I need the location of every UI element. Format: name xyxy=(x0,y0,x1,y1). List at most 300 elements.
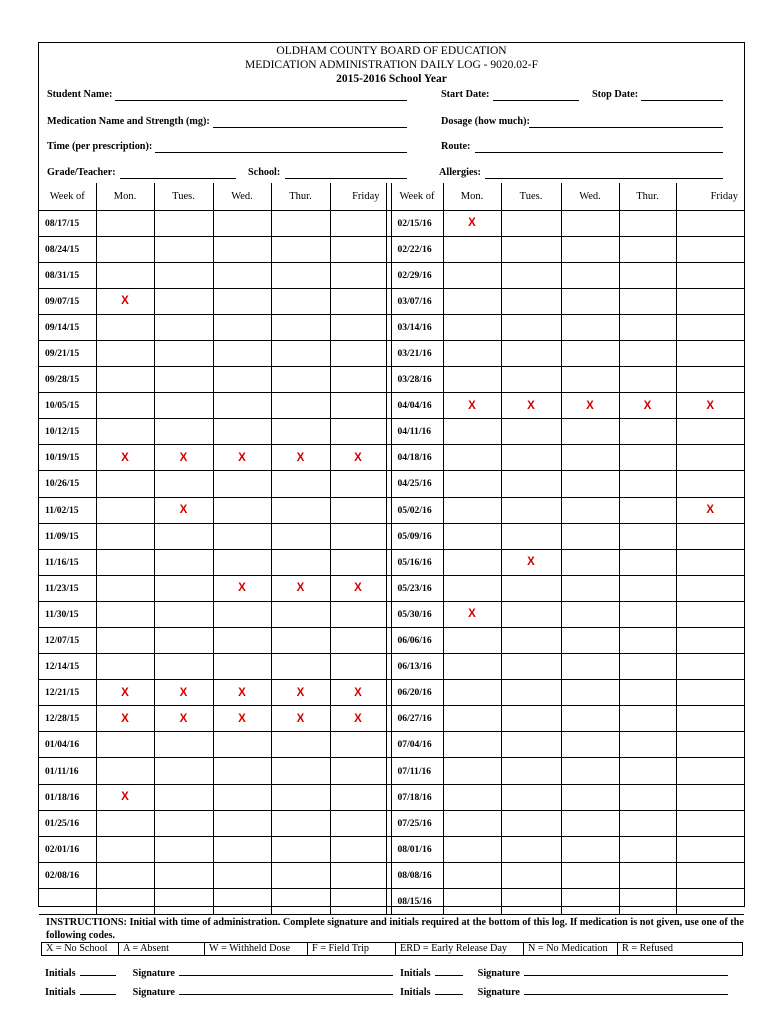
right-day-cell[interactable] xyxy=(676,888,744,914)
left-day-cell[interactable] xyxy=(271,706,330,732)
left-day-cell[interactable] xyxy=(271,236,330,262)
left-day-cell[interactable] xyxy=(330,680,386,706)
right-day-cell[interactable] xyxy=(443,523,501,549)
right-day-cell[interactable] xyxy=(676,575,744,601)
right-day-cell[interactable] xyxy=(501,654,561,680)
right-day-cell[interactable] xyxy=(501,862,561,888)
left-day-cell[interactable] xyxy=(154,393,213,419)
right-day-cell[interactable] xyxy=(443,288,501,314)
left-day-cell[interactable] xyxy=(96,784,154,810)
left-day-cell[interactable] xyxy=(213,262,271,288)
left-day-cell[interactable] xyxy=(271,393,330,419)
left-day-cell[interactable] xyxy=(213,340,271,366)
right-day-cell[interactable] xyxy=(443,654,501,680)
right-day-cell[interactable] xyxy=(501,445,561,471)
left-day-cell[interactable] xyxy=(271,471,330,497)
left-day-cell[interactable] xyxy=(330,523,386,549)
right-day-cell[interactable] xyxy=(501,706,561,732)
left-day-cell[interactable] xyxy=(154,262,213,288)
left-day-cell[interactable] xyxy=(271,549,330,575)
left-day-cell[interactable] xyxy=(154,654,213,680)
right-day-cell[interactable] xyxy=(619,888,676,914)
left-day-cell[interactable] xyxy=(213,888,271,914)
initials-line[interactable] xyxy=(435,975,463,976)
left-day-cell[interactable] xyxy=(271,836,330,862)
left-day-cell[interactable] xyxy=(330,654,386,680)
left-day-cell[interactable] xyxy=(154,549,213,575)
left-day-cell[interactable] xyxy=(96,262,154,288)
left-day-cell[interactable] xyxy=(271,367,330,393)
left-day-cell[interactable] xyxy=(154,680,213,706)
left-day-cell[interactable] xyxy=(330,314,386,340)
right-day-cell[interactable] xyxy=(676,680,744,706)
left-day-cell[interactable] xyxy=(271,497,330,523)
signature-line[interactable] xyxy=(524,994,728,995)
right-day-cell[interactable] xyxy=(676,262,744,288)
right-day-cell[interactable] xyxy=(561,471,619,497)
left-day-cell[interactable] xyxy=(154,706,213,732)
right-day-cell[interactable] xyxy=(501,601,561,627)
right-day-cell[interactable] xyxy=(443,340,501,366)
right-day-cell[interactable] xyxy=(561,654,619,680)
student-name-line[interactable] xyxy=(115,100,407,101)
right-day-cell[interactable] xyxy=(443,862,501,888)
left-day-cell[interactable] xyxy=(213,549,271,575)
right-day-cell[interactable] xyxy=(501,888,561,914)
left-day-cell[interactable] xyxy=(154,288,213,314)
left-day-cell[interactable] xyxy=(213,628,271,654)
no-school-mark: X xyxy=(179,686,188,699)
left-day-cell[interactable] xyxy=(154,628,213,654)
right-day-cell[interactable] xyxy=(676,471,744,497)
left-day-cell[interactable] xyxy=(330,419,386,445)
left-day-cell[interactable] xyxy=(271,758,330,784)
right-day-cell[interactable] xyxy=(676,732,744,758)
initials-line[interactable] xyxy=(80,975,116,976)
right-week-cell: 05/30/16 xyxy=(391,601,443,627)
right-day-cell[interactable] xyxy=(561,236,619,262)
right-day-cell[interactable] xyxy=(501,288,561,314)
left-day-cell[interactable] xyxy=(96,680,154,706)
left-day-cell[interactable] xyxy=(154,758,213,784)
right-day-cell[interactable] xyxy=(443,367,501,393)
right-day-cell[interactable] xyxy=(501,471,561,497)
school-line[interactable] xyxy=(285,178,407,179)
left-day-cell[interactable] xyxy=(96,445,154,471)
left-day-cell[interactable] xyxy=(330,706,386,732)
left-day-cell[interactable] xyxy=(330,575,386,601)
left-day-cell[interactable] xyxy=(154,497,213,523)
right-day-cell[interactable] xyxy=(619,340,676,366)
right-day-cell[interactable] xyxy=(561,549,619,575)
signature-line[interactable] xyxy=(179,975,393,976)
left-day-cell[interactable] xyxy=(213,862,271,888)
medication-line[interactable] xyxy=(213,127,407,128)
right-day-cell[interactable] xyxy=(561,758,619,784)
left-day-cell[interactable] xyxy=(213,393,271,419)
right-day-cell[interactable] xyxy=(501,836,561,862)
left-day-cell[interactable] xyxy=(213,758,271,784)
right-day-cell[interactable] xyxy=(619,732,676,758)
left-day-cell[interactable] xyxy=(154,888,213,914)
left-day-cell[interactable] xyxy=(96,210,154,236)
right-day-cell[interactable] xyxy=(561,836,619,862)
right-day-cell[interactable] xyxy=(676,210,744,236)
start-date-line[interactable] xyxy=(493,100,579,101)
right-day-cell[interactable] xyxy=(501,262,561,288)
right-day-cell[interactable] xyxy=(443,732,501,758)
right-day-cell[interactable] xyxy=(676,288,744,314)
left-day-cell[interactable] xyxy=(330,288,386,314)
left-day-cell[interactable] xyxy=(96,628,154,654)
left-day-cell[interactable] xyxy=(330,549,386,575)
left-day-cell[interactable] xyxy=(96,393,154,419)
right-day-cell[interactable] xyxy=(561,888,619,914)
left-day-cell[interactable] xyxy=(330,836,386,862)
right-day-cell[interactable] xyxy=(619,810,676,836)
right-day-cell[interactable] xyxy=(561,862,619,888)
right-day-cell[interactable] xyxy=(443,314,501,340)
left-day-cell[interactable] xyxy=(330,210,386,236)
left-day-cell[interactable] xyxy=(96,236,154,262)
left-day-cell[interactable] xyxy=(154,314,213,340)
right-day-header: Mon. xyxy=(443,183,501,210)
right-day-cell[interactable] xyxy=(443,810,501,836)
right-day-cell[interactable] xyxy=(501,628,561,654)
right-day-cell[interactable] xyxy=(619,288,676,314)
left-day-cell[interactable] xyxy=(271,419,330,445)
right-day-cell[interactable] xyxy=(561,601,619,627)
left-day-cell[interactable] xyxy=(330,262,386,288)
right-day-cell[interactable] xyxy=(676,706,744,732)
left-day-cell[interactable] xyxy=(96,836,154,862)
left-day-cell[interactable] xyxy=(271,575,330,601)
left-day-cell[interactable] xyxy=(213,654,271,680)
right-day-cell[interactable] xyxy=(561,497,619,523)
grade-teacher-line[interactable] xyxy=(120,178,236,179)
left-day-cell[interactable] xyxy=(271,628,330,654)
left-day-cell[interactable] xyxy=(154,810,213,836)
table-row xyxy=(39,836,744,862)
left-day-cell[interactable] xyxy=(271,523,330,549)
right-day-cell[interactable] xyxy=(619,445,676,471)
right-day-cell[interactable] xyxy=(676,628,744,654)
right-day-cell[interactable] xyxy=(676,340,744,366)
no-school-mark: X xyxy=(238,582,246,595)
right-day-cell[interactable] xyxy=(676,549,744,575)
left-day-cell[interactable] xyxy=(96,575,154,601)
left-day-cell[interactable] xyxy=(330,784,386,810)
signature-label: Signature xyxy=(477,987,520,998)
left-day-cell[interactable] xyxy=(96,549,154,575)
left-day-cell[interactable] xyxy=(213,419,271,445)
right-day-cell[interactable] xyxy=(501,523,561,549)
right-day-cell[interactable] xyxy=(443,888,501,914)
left-day-cell[interactable] xyxy=(154,836,213,862)
right-day-cell[interactable] xyxy=(676,758,744,784)
right-day-cell[interactable] xyxy=(561,445,619,471)
right-day-cell[interactable] xyxy=(619,680,676,706)
left-day-cell[interactable] xyxy=(96,810,154,836)
left-day-cell[interactable] xyxy=(330,236,386,262)
left-day-cell[interactable] xyxy=(96,367,154,393)
left-day-cell[interactable] xyxy=(154,419,213,445)
route-line[interactable] xyxy=(475,152,723,153)
left-day-cell[interactable] xyxy=(154,523,213,549)
right-day-cell[interactable] xyxy=(443,262,501,288)
left-day-cell[interactable] xyxy=(330,888,386,914)
right-day-cell[interactable] xyxy=(676,523,744,549)
right-day-cell[interactable] xyxy=(443,393,501,419)
right-day-cell[interactable] xyxy=(676,654,744,680)
left-day-cell[interactable] xyxy=(154,340,213,366)
right-day-cell[interactable] xyxy=(619,210,676,236)
left-day-cell[interactable] xyxy=(213,497,271,523)
left-day-cell[interactable] xyxy=(154,445,213,471)
right-day-cell[interactable] xyxy=(443,706,501,732)
left-day-cell[interactable] xyxy=(330,601,386,627)
right-day-cell[interactable] xyxy=(501,810,561,836)
right-day-cell[interactable] xyxy=(561,262,619,288)
no-school-mark: X xyxy=(706,399,715,412)
right-day-cell[interactable] xyxy=(619,758,676,784)
left-day-cell[interactable] xyxy=(96,654,154,680)
left-day-cell[interactable] xyxy=(330,862,386,888)
right-day-cell[interactable] xyxy=(619,549,676,575)
right-day-cell[interactable] xyxy=(676,314,744,340)
left-day-cell[interactable] xyxy=(213,288,271,314)
left-day-cell[interactable] xyxy=(271,732,330,758)
right-day-cell[interactable] xyxy=(619,706,676,732)
right-day-cell[interactable] xyxy=(676,419,744,445)
right-day-cell[interactable] xyxy=(443,628,501,654)
left-day-cell[interactable] xyxy=(330,393,386,419)
right-day-cell[interactable] xyxy=(561,288,619,314)
right-day-cell[interactable] xyxy=(443,210,501,236)
right-day-cell[interactable] xyxy=(443,471,501,497)
right-day-cell[interactable] xyxy=(501,497,561,523)
right-day-cell[interactable] xyxy=(619,575,676,601)
dosage-label: Dosage (how much): xyxy=(441,116,530,127)
left-day-cell[interactable] xyxy=(213,810,271,836)
left-day-cell[interactable] xyxy=(330,628,386,654)
right-day-cell[interactable] xyxy=(619,628,676,654)
left-day-cell[interactable] xyxy=(213,523,271,549)
allergies-line[interactable] xyxy=(485,178,723,179)
right-day-cell[interactable] xyxy=(676,445,744,471)
left-day-cell[interactable] xyxy=(154,575,213,601)
left-day-cell[interactable] xyxy=(213,680,271,706)
left-day-cell[interactable] xyxy=(213,784,271,810)
left-day-cell[interactable] xyxy=(96,419,154,445)
right-day-cell[interactable] xyxy=(676,393,744,419)
right-day-cell[interactable] xyxy=(443,497,501,523)
right-day-cell[interactable] xyxy=(676,862,744,888)
right-day-cell[interactable] xyxy=(501,340,561,366)
left-day-cell[interactable] xyxy=(154,367,213,393)
right-day-cell[interactable] xyxy=(619,367,676,393)
right-day-cell[interactable] xyxy=(619,236,676,262)
right-day-cell[interactable] xyxy=(443,680,501,706)
left-day-cell[interactable] xyxy=(96,340,154,366)
left-day-cell[interactable] xyxy=(96,523,154,549)
left-day-cell[interactable] xyxy=(213,732,271,758)
left-day-cell[interactable] xyxy=(96,471,154,497)
right-day-cell[interactable] xyxy=(561,706,619,732)
signature-line[interactable] xyxy=(179,994,393,995)
left-day-cell[interactable] xyxy=(330,367,386,393)
left-day-cell[interactable] xyxy=(271,314,330,340)
right-day-cell[interactable] xyxy=(501,314,561,340)
right-day-cell[interactable] xyxy=(501,549,561,575)
left-day-cell[interactable] xyxy=(96,497,154,523)
left-day-cell[interactable] xyxy=(154,784,213,810)
right-day-cell[interactable] xyxy=(561,732,619,758)
right-day-cell[interactable] xyxy=(561,210,619,236)
left-day-cell[interactable] xyxy=(330,497,386,523)
right-day-cell[interactable] xyxy=(676,497,744,523)
right-day-cell[interactable] xyxy=(619,862,676,888)
right-day-cell[interactable] xyxy=(561,628,619,654)
left-day-cell[interactable] xyxy=(154,471,213,497)
right-day-cell[interactable] xyxy=(561,680,619,706)
left-day-cell[interactable] xyxy=(271,862,330,888)
left-day-cell[interactable] xyxy=(330,340,386,366)
right-day-cell[interactable] xyxy=(619,471,676,497)
right-day-cell[interactable] xyxy=(443,236,501,262)
stop-date-line[interactable] xyxy=(641,100,723,101)
left-day-cell[interactable] xyxy=(96,314,154,340)
right-day-cell[interactable] xyxy=(443,784,501,810)
left-day-cell[interactable] xyxy=(271,680,330,706)
signature-line[interactable] xyxy=(524,975,728,976)
initials-line[interactable] xyxy=(435,994,463,995)
right-day-cell[interactable] xyxy=(501,236,561,262)
left-day-cell[interactable] xyxy=(330,445,386,471)
left-day-cell[interactable] xyxy=(213,575,271,601)
left-day-cell[interactable] xyxy=(154,236,213,262)
right-day-cell[interactable] xyxy=(443,419,501,445)
left-day-cell[interactable] xyxy=(154,732,213,758)
left-day-cell[interactable] xyxy=(96,601,154,627)
time-line[interactable] xyxy=(155,152,407,153)
right-day-cell[interactable] xyxy=(619,393,676,419)
right-day-cell[interactable] xyxy=(676,601,744,627)
left-day-cell[interactable] xyxy=(213,706,271,732)
left-day-cell[interactable] xyxy=(271,601,330,627)
right-day-cell[interactable] xyxy=(561,393,619,419)
right-day-cell[interactable] xyxy=(619,601,676,627)
left-day-cell[interactable] xyxy=(271,784,330,810)
right-day-cell[interactable] xyxy=(619,314,676,340)
right-day-cell[interactable] xyxy=(676,784,744,810)
right-day-cell[interactable] xyxy=(501,732,561,758)
initials-line[interactable] xyxy=(80,994,116,995)
right-day-cell[interactable] xyxy=(676,836,744,862)
right-day-cell[interactable] xyxy=(619,836,676,862)
right-day-cell[interactable] xyxy=(443,601,501,627)
left-day-cell[interactable] xyxy=(154,210,213,236)
left-day-cell[interactable] xyxy=(154,862,213,888)
left-day-cell[interactable] xyxy=(271,888,330,914)
right-day-cell[interactable] xyxy=(561,340,619,366)
right-day-cell[interactable] xyxy=(501,393,561,419)
left-day-cell[interactable] xyxy=(213,314,271,340)
left-day-cell[interactable] xyxy=(213,471,271,497)
left-day-cell[interactable] xyxy=(330,732,386,758)
right-day-cell[interactable] xyxy=(561,367,619,393)
left-day-cell[interactable] xyxy=(96,706,154,732)
right-day-cell[interactable] xyxy=(619,419,676,445)
right-day-cell[interactable] xyxy=(676,367,744,393)
left-day-header: Thur. xyxy=(271,183,330,210)
right-day-cell[interactable] xyxy=(443,549,501,575)
right-day-cell[interactable] xyxy=(443,575,501,601)
right-day-cell[interactable] xyxy=(501,784,561,810)
right-day-cell[interactable] xyxy=(619,262,676,288)
table-row xyxy=(39,549,744,575)
right-day-cell[interactable] xyxy=(619,497,676,523)
right-day-cell[interactable] xyxy=(561,523,619,549)
right-day-cell[interactable] xyxy=(561,314,619,340)
right-day-cell[interactable] xyxy=(501,575,561,601)
left-day-cell[interactable] xyxy=(96,288,154,314)
left-day-cell[interactable] xyxy=(213,210,271,236)
right-day-cell[interactable] xyxy=(619,654,676,680)
right-day-cell[interactable] xyxy=(501,210,561,236)
left-day-cell[interactable] xyxy=(213,601,271,627)
left-day-cell[interactable] xyxy=(213,367,271,393)
left-day-cell[interactable] xyxy=(271,210,330,236)
left-day-cell[interactable] xyxy=(330,471,386,497)
right-day-cell[interactable] xyxy=(561,810,619,836)
right-day-cell[interactable] xyxy=(676,810,744,836)
right-day-cell[interactable] xyxy=(561,784,619,810)
right-day-cell[interactable] xyxy=(619,523,676,549)
right-day-cell[interactable] xyxy=(501,367,561,393)
left-week-cell: 11/02/15 xyxy=(39,497,96,523)
left-day-cell[interactable] xyxy=(96,758,154,784)
left-day-cell[interactable] xyxy=(96,888,154,914)
right-day-cell[interactable] xyxy=(676,236,744,262)
left-day-cell[interactable] xyxy=(213,836,271,862)
left-day-cell[interactable] xyxy=(271,288,330,314)
right-day-cell[interactable] xyxy=(501,758,561,784)
left-day-cell[interactable] xyxy=(271,654,330,680)
left-day-cell[interactable] xyxy=(213,236,271,262)
right-day-cell[interactable] xyxy=(561,575,619,601)
right-day-cell[interactable] xyxy=(443,836,501,862)
left-day-cell[interactable] xyxy=(271,262,330,288)
right-day-cell[interactable] xyxy=(501,419,561,445)
left-day-cell[interactable] xyxy=(271,445,330,471)
right-day-cell[interactable] xyxy=(619,784,676,810)
left-day-cell[interactable] xyxy=(154,601,213,627)
right-day-cell[interactable] xyxy=(443,445,501,471)
left-day-cell[interactable] xyxy=(271,810,330,836)
initials-row-4 xyxy=(400,987,728,998)
left-day-cell[interactable] xyxy=(213,445,271,471)
right-day-cell[interactable] xyxy=(561,419,619,445)
left-day-cell[interactable] xyxy=(271,340,330,366)
dosage-line[interactable] xyxy=(529,127,723,128)
left-day-cell[interactable] xyxy=(96,862,154,888)
right-day-cell[interactable] xyxy=(443,758,501,784)
right-day-cell[interactable] xyxy=(501,680,561,706)
left-day-cell[interactable] xyxy=(330,810,386,836)
left-day-cell[interactable] xyxy=(330,758,386,784)
left-day-cell[interactable] xyxy=(96,732,154,758)
